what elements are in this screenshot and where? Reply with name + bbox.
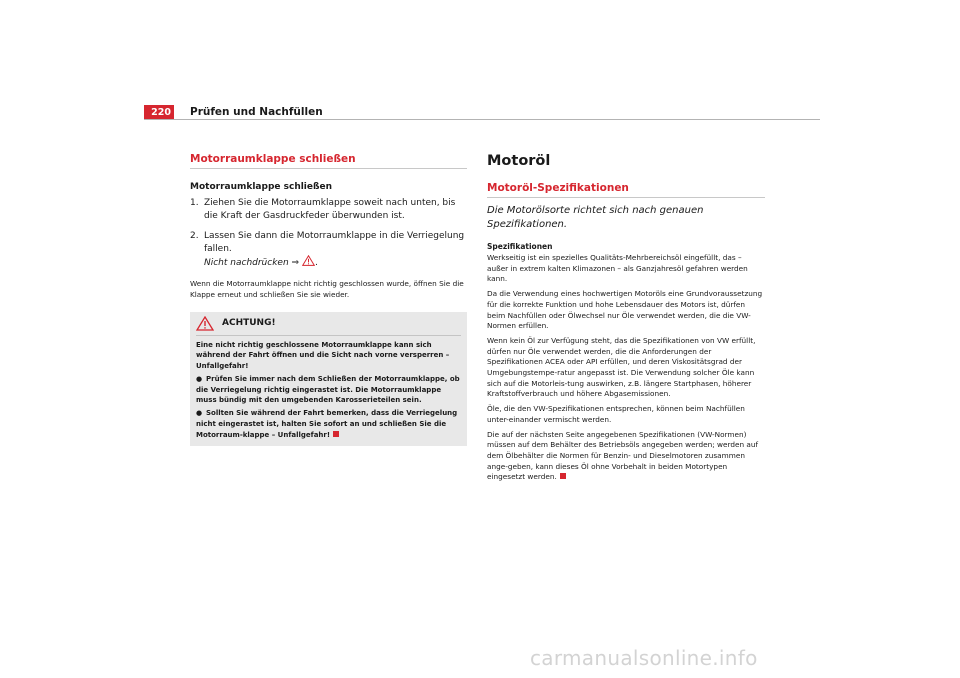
warning-bullet	[196, 374, 461, 406]
running-header: Prüfen und Nachfüllen	[190, 106, 323, 118]
warning-triangle-icon	[196, 316, 214, 331]
step-item	[190, 197, 467, 222]
paragraph: Werkseitig ist ein spezielles Qualitäts-Mehrbereichsöl eingefüllt, das – außer in extrem kalten Klimazonen – als Ganzjahresöl gefahren werden kann.	[487, 253, 748, 284]
step-tail: .	[314, 258, 318, 268]
paragraph: Öle, die den VW-Spezifikationen entsprechen, können beim Nachfüllen unter-einander vermischt werden.	[487, 404, 745, 424]
bullet-text: Sollten Sie während der Fahrt bemerken, dass die Verriegelung nicht eingerastet ist, halten Sie sofort an und schließen Sie die Motorraum-klappe – Unfallgefahr!	[196, 409, 458, 439]
step-body	[204, 230, 467, 270]
warning-title: ACHTUNG!	[222, 318, 276, 328]
warning-intro: Eine nicht richtig geschlossene Motorraumklappe kann sich während der Fahrt öffnen und die Sicht nach vorne versperren – Unfallgefahr!	[196, 340, 450, 371]
end-square-icon	[560, 473, 566, 479]
note-text: Wenn die Motorraumklappe nicht richtig geschlossen wurde, öffnen Sie die Klappe erneut und schließen Sie sie wieder.	[190, 278, 464, 299]
watermark: carmanualsonline.info	[530, 646, 758, 670]
step-number: 1.	[190, 198, 199, 208]
warning-ref-icon	[302, 255, 315, 266]
warning-box	[190, 312, 467, 446]
lead-text: Die Motorölsorte richtet sich nach genauen Spezifikationen.	[487, 205, 704, 230]
chapter-title: Motoröl	[487, 153, 551, 169]
paragraph-last	[487, 430, 765, 484]
step-text: Lassen Sie dann die Motorraumklappe in die Verriegelung fallen.	[204, 231, 465, 254]
page-number: 220	[144, 105, 174, 120]
step-number: 2.	[190, 231, 199, 241]
step-item	[190, 230, 467, 270]
step-text: Ziehen Sie die Motorraumklappe soweit nach unten, bis die Kraft der Gasdruckfeder überwunden ist.	[204, 198, 456, 221]
bullet-icon: ●	[196, 409, 203, 418]
step-emphasis: Nicht nachdrücken	[204, 258, 289, 268]
right-column	[487, 153, 765, 487]
bullet-icon: ●	[196, 374, 203, 383]
section-title: Motorraumklappe schließen	[190, 153, 467, 169]
sub-heading: Spezifikationen	[487, 242, 553, 251]
paragraph-text: Die auf der nächsten Seite angegebenen Spezifikationen (VW-Normen) müssen auf dem Behälter des Betriebsöls angegeben werden; werden auf dem Ölbehälter die Normen für Benzin- und Dieselmotoren zusammen ange-geben, kann dieses Öl ohne Vorbehalt in beiden Motortypen eingesetzt werden.	[487, 429, 759, 482]
warning-header	[196, 316, 461, 336]
paragraph: Da die Verwendung eines hochwertigen Motoröls eine Grundvoraussetzung für die korrekte Funktion und hohe Lebensdauer des Motors ist, dürfen beim Nachfüllen oder Ölwechsel nur Öle verwendet werden, die die VW-Normen erfüllen.	[487, 289, 763, 331]
left-column	[190, 153, 467, 446]
sub-heading: Motorraumklappe schließen	[190, 182, 332, 192]
warning-bullet	[196, 408, 461, 440]
reference-arrow: ⇒	[291, 258, 300, 268]
paragraph: Wenn kein Öl zur Verfügung steht, das die Spezifikationen von VW erfüllt, dürfen nur Öle verwendet werden, die die Anforderungen der Spezifikationen ACEA oder API erfüllen, und deren Viskositätsgrad der Umgebungstempe-ratur angepasst ist. Die Verwendung solcher Öle kann sich auf die Motorleis-tung auswirken, z.B. längere Startphasen, höherer Kraftstoffverbrauch und höhere Abgasemissionen.	[487, 335, 756, 399]
section-title: Motoröl-Spezifikationen	[487, 182, 765, 198]
bullet-text: Prüfen Sie immer nach dem Schließen der Motorraumklappe, ob die Verriegelung richtig eingerastet ist. Die Motorraumklappe muss bündig mit den umgebenden Karosserieteilen sein.	[196, 374, 460, 405]
end-square-icon	[333, 431, 339, 437]
header-divider	[144, 119, 820, 120]
